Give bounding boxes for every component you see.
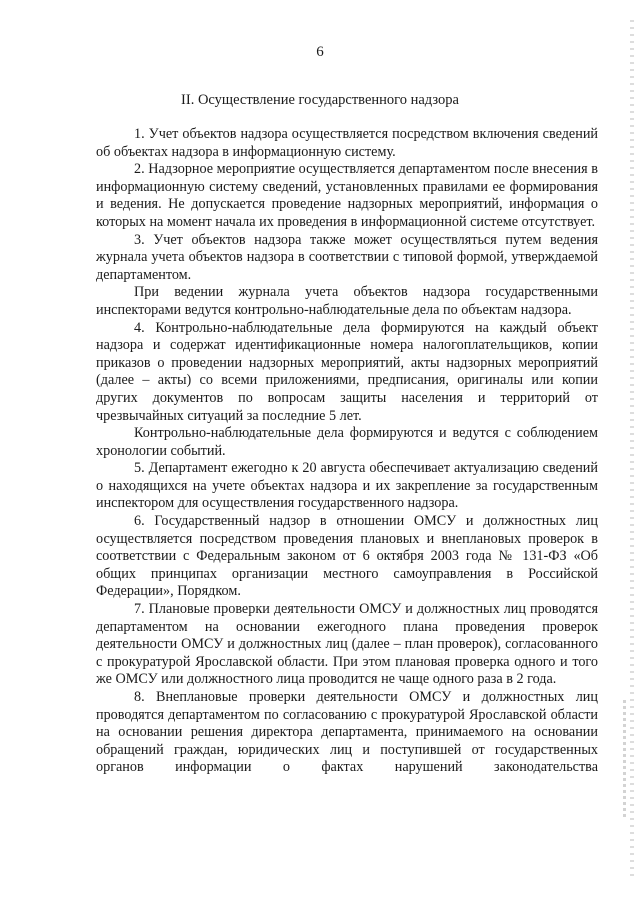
- paragraph-5: 5. Департамент ежегодно к 20 августа обеспечивает актуализацию сведений о находящихся на учете объектах надзора и их закрепление за государственным инспектором для осуществления государственного надзора.: [96, 460, 598, 512]
- scan-edge-artifact-lower: [623, 700, 626, 820]
- scan-edge-artifact: [630, 20, 634, 880]
- document-body: [96, 126, 598, 777]
- paragraph-4-continuation: Контрольно-наблюдательные дела формируются и ведутся с соблюдением хронологии событий.: [96, 425, 598, 459]
- paragraph-3: 3. Учет объектов надзора также может осуществляться путем ведения журнала учета объектов надзора в соответствии с типовой формой, утверждаемой департаментом.: [96, 231, 598, 283]
- paragraph-4: 4. Контрольно-наблюдательные дела формируются на каждый объект надзора и содержат идентификационные номера налогоплательщиков, копии приказов о проведении надзорных мероприятий, акты надзорных мероприятий (далее – акты) со всеми приложениями, предписания, оригиналы или копии других документов по вопросам защиты населения и территорий от чрезвычайных ситуаций за последние 5 лет.: [96, 319, 598, 424]
- paragraph-2: 2. Надзорное мероприятие осуществляется департаментом после внесения в информационную систему сведений, установленных правилами ее формирования и ведения. Не допускается проведение надзорных мероприятий, информация о которых на момент начала их проведения в информационной системе отсутствует.: [96, 161, 598, 230]
- page-number: 6: [316, 44, 324, 60]
- section-title: II. Осуществление государственного надзора: [181, 92, 459, 108]
- paragraph-8: 8. Внеплановые проверки деятельности ОМСУ и должностных лиц проводятся департаментом по согласованию с прокуратурой Ярославской области на основании решения директора департамента, принимаемого на основании обращений граждан, юридических лиц и поступившей от государственных органов информации о фактах нарушений законодательства: [96, 689, 598, 776]
- paragraph-1: 1. Учет объектов надзора осуществляется посредством включения сведений об объектах надзора в информационную систему.: [96, 126, 598, 160]
- paragraph-3-continuation: При ведении журнала учета объектов надзора государственными инспекторами ведутся контрольно-наблюдательные дела по объектам надзора.: [96, 284, 598, 318]
- paragraph-6: 6. Государственный надзор в отношении ОМСУ и должностных лиц осуществляется посредством проведения плановых и внеплановых проверок в соответствии с Федеральным законом от 6 октября 2003 года № 131-ФЗ «Об общих принципах организации местного самоуправления в Российской Федерации», Порядком.: [96, 513, 598, 600]
- paragraph-7: 7. Плановые проверки деятельности ОМСУ и должностных лиц проводятся департаментом на основании ежегодного плана проведения проверок деятельности ОМСУ и должностных лиц (далее – план проверок), согласованного с прокуратурой Ярославской области. При этом плановая проверка одного и того же ОМСУ или должностного лица проводится не чаще одного раза в 2 года.: [96, 601, 598, 688]
